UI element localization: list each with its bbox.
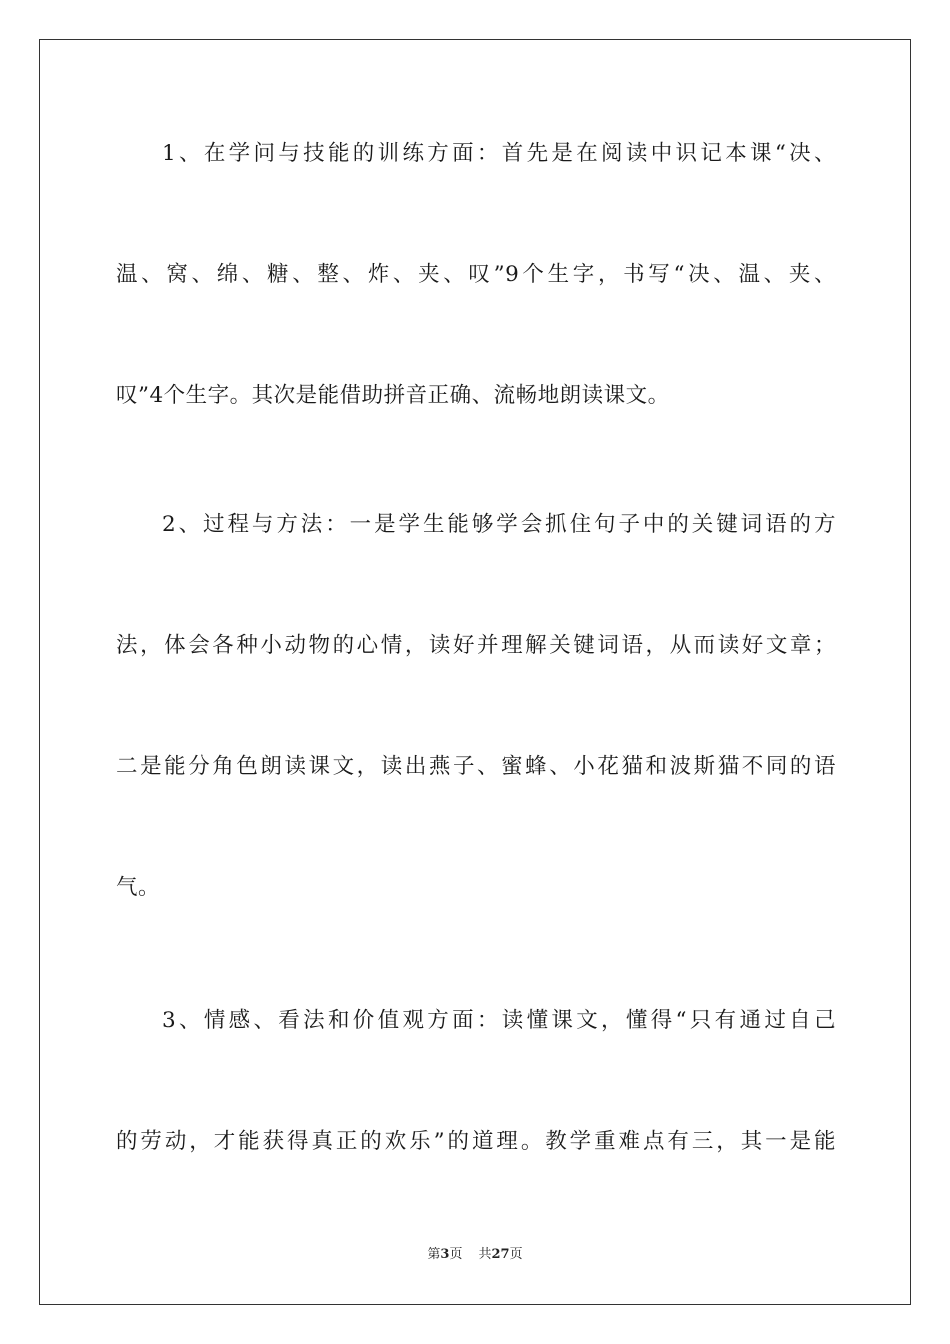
paragraph-3-line-2: 的劳动，才能获得真正的欢乐”的道理。教学重难点有三，其一是能 bbox=[116, 1129, 836, 1154]
paragraph-2-line-4: 气。 bbox=[116, 875, 161, 900]
paragraph-1-line-2: 温、窝、绵、糖、整、炸、夹、叹”9个生字，书写“决、温、夹、 bbox=[116, 262, 836, 287]
page-unit: 页 bbox=[449, 1247, 463, 1262]
paragraph-2-line-1: 2、过程与方法：一是学生能够学会抓住句子中的关键词语的方 bbox=[162, 512, 836, 537]
paragraph-1-line-1: 1、在学问与技能的训练方面：首先是在阅读中识记本课“决、 bbox=[162, 141, 836, 166]
paragraph-2-line-2: 法，体会各种小动物的心情，读好并理解关键词语，从而读好文章； bbox=[116, 633, 836, 658]
current-page-number: 3 bbox=[440, 1247, 450, 1262]
page-footer bbox=[0, 1246, 950, 1264]
total-unit: 页 bbox=[509, 1247, 523, 1262]
paragraph-3-line-1: 3、情感、看法和价值观方面：读懂课文，懂得“只有通过自己 bbox=[162, 1008, 836, 1033]
total-prefix: 共 bbox=[478, 1247, 492, 1262]
page-prefix: 第 bbox=[427, 1247, 441, 1262]
page-border bbox=[39, 39, 911, 1305]
paragraph-1-line-3: 叹”4个生字。其次是能借助拼音正确、流畅地朗读课文。 bbox=[116, 383, 670, 408]
paragraph-2-line-3: 二是能分角色朗读课文，读出燕子、蜜蜂、小花猫和波斯猫不同的语 bbox=[116, 754, 836, 779]
total-pages-number: 27 bbox=[491, 1247, 510, 1262]
